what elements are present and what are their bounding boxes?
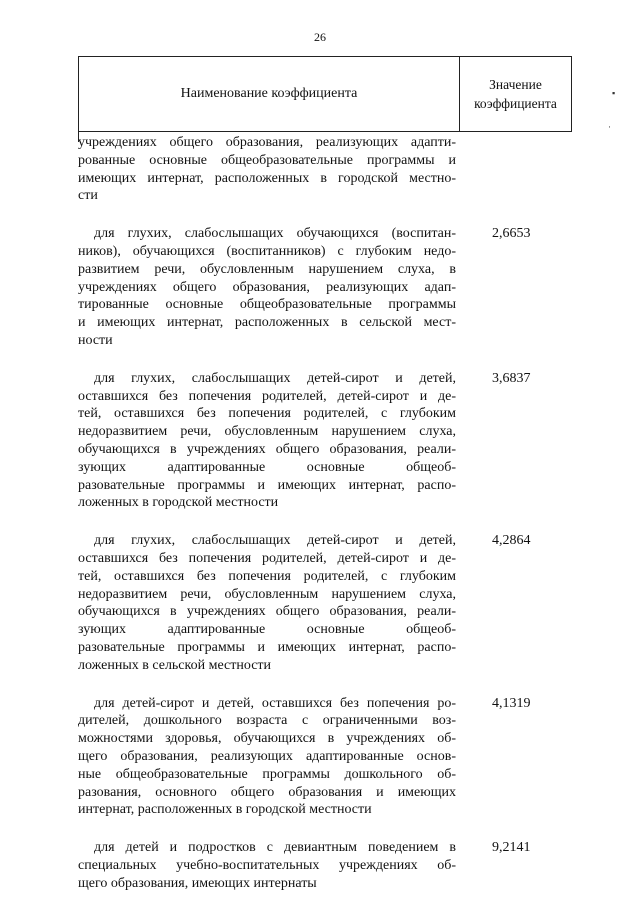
description-line: ные общеобразовательные программы дошкольного об- xyxy=(78,766,456,782)
description-line: разования, основного общего образования и имеющих xyxy=(78,784,456,800)
description-line: щего образования, реализующих адаптированные основ- xyxy=(78,748,456,764)
description-line: тей, оставшихся без попечения родителей, с глубоким xyxy=(78,406,456,422)
description-line: обучающихся в учреждениях общего образования, реали- xyxy=(78,604,456,620)
description-line: сти xyxy=(78,188,98,204)
header-value-line2: коэффициента xyxy=(474,96,557,111)
scan-speck: ▪ xyxy=(612,88,616,98)
coefficient-value: 9,2141 xyxy=(492,840,531,856)
description-line: недоразвитием речи, обусловленным нарушением слуха, xyxy=(78,424,456,440)
coefficient-description xyxy=(78,839,456,892)
table-header xyxy=(78,56,572,132)
coefficient-value: 2,6653 xyxy=(492,226,531,242)
coefficient-description xyxy=(78,370,456,512)
description-line: учреждениях общего образования, реализующих адап- xyxy=(78,279,456,295)
header-coefficient-value xyxy=(460,57,571,131)
description-line: дителей, дошкольного возраста с ограниченными воз- xyxy=(78,713,456,729)
description-line: для глухих, слабослышащих обучающихся (воспитан- xyxy=(94,226,456,242)
description-line: тированные основные общеобразовательные программы xyxy=(78,297,456,313)
description-line: для глухих, слабослышащих детей-сирот и детей, xyxy=(94,370,456,386)
table-row xyxy=(78,695,572,820)
header-value-line1: Значение xyxy=(489,77,542,92)
description-line: имеющих интернат, расположенных в городской местно- xyxy=(78,170,456,186)
description-line: для глухих, слабослышащих детей-сирот и детей, xyxy=(94,533,456,549)
coefficient-description xyxy=(78,225,456,350)
description-line: ложенных в сельской местности xyxy=(78,657,272,673)
coefficient-value: 4,1319 xyxy=(492,695,531,711)
description-line: обучающихся в учреждениях общего образования, реали- xyxy=(78,441,456,457)
table-row xyxy=(78,532,572,674)
coefficient-value: 4,2864 xyxy=(492,533,531,549)
description-line: ложенных в городской местности xyxy=(78,495,279,511)
coefficient-description xyxy=(78,695,456,820)
description-line: развитием речи, обусловленным нарушением слуха, в xyxy=(78,261,456,277)
description-line: можностями здоровья, обучающихся в учреждениях об- xyxy=(78,731,456,747)
description-line: зующих адаптированные основные общеоб- xyxy=(78,622,456,638)
description-line: для детей и подростков с девиантным поведением в xyxy=(94,840,456,856)
description-line: разовательные программы и имеющих интернат, распо- xyxy=(78,477,456,493)
coefficient-value xyxy=(456,134,572,205)
header-coefficient-name: Наименование коэффициента xyxy=(79,57,460,131)
description-line: разовательные программы и имеющих интернат, распо- xyxy=(78,639,456,655)
table-row xyxy=(78,370,572,512)
table-row xyxy=(78,839,572,892)
description-line: оставшихся без попечения родителей, детей-сирот и де- xyxy=(78,550,456,566)
description-line: оставшихся без попечения родителей, детей-сирот и де- xyxy=(78,388,456,404)
table-row xyxy=(78,225,572,350)
description-line: тей, оставшихся без попечения родителей, с глубоким xyxy=(78,568,456,584)
coefficient-value: 3,6837 xyxy=(492,370,531,386)
description-line: интернат, расположенных в городской местности xyxy=(78,802,372,818)
table-row xyxy=(78,134,572,205)
scan-speck: · xyxy=(608,122,611,132)
description-line: рованные основные общеобразовательные программы и xyxy=(78,152,456,168)
coefficient-description xyxy=(78,134,456,205)
page-number: 26 xyxy=(314,30,326,44)
description-line: и имеющих интернат, расположенных в сельской мест- xyxy=(78,315,456,331)
description-line: специальных учебно-воспитательных учреждениях об- xyxy=(78,857,456,873)
description-line: щего образования, имеющих интернаты xyxy=(78,875,317,891)
description-line: ности xyxy=(78,332,113,348)
description-line: зующих адаптированные основные общеоб- xyxy=(78,459,456,475)
table-body xyxy=(78,134,572,892)
description-line: недоразвитием речи, обусловленным нарушением слуха, xyxy=(78,586,456,602)
description-line: учреждениях общего образования, реализующих адапти- xyxy=(78,135,456,150)
description-line: для детей-сирот и детей, оставшихся без попечения ро- xyxy=(94,695,456,711)
description-line: ников), обучающихся (воспитанников) с глубоким недо- xyxy=(78,243,456,259)
coefficient-description xyxy=(78,532,456,674)
